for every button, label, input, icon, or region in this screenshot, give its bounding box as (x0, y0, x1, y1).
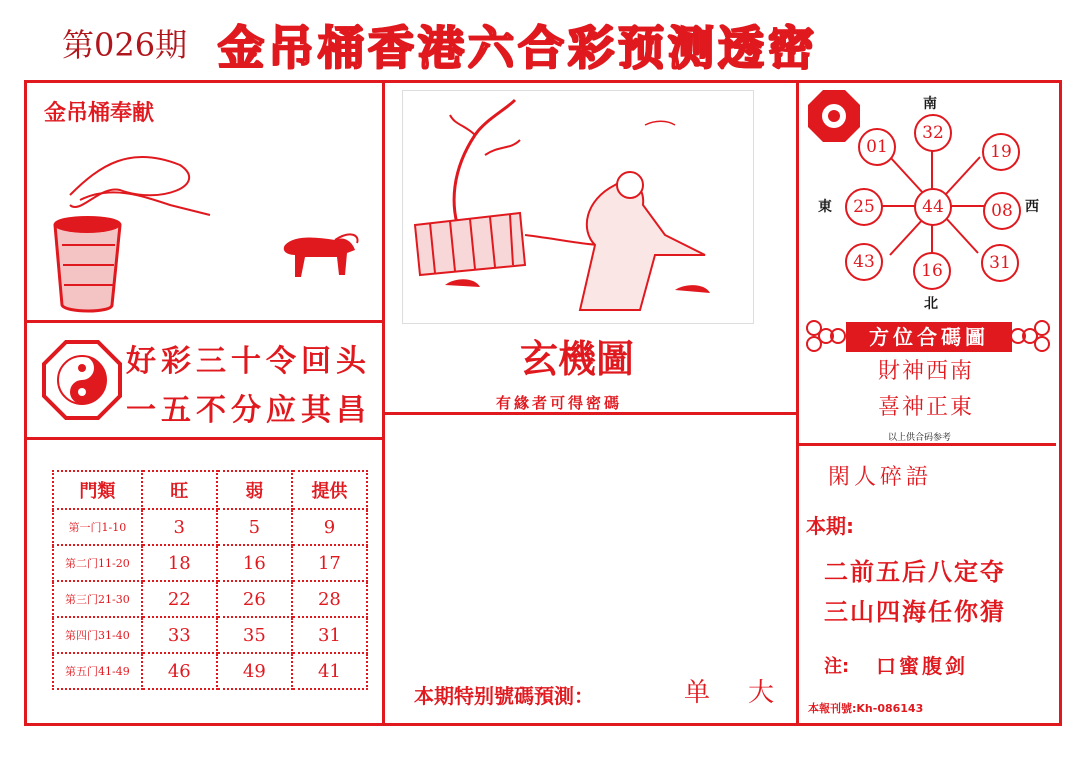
column-header: 旺 (142, 471, 217, 509)
page-title: 金吊桶香港六合彩预测透密 (218, 21, 818, 75)
bucket-illustration (40, 145, 220, 315)
taiji-icon (42, 340, 122, 420)
riddle-title: 閑人碎語 (828, 465, 933, 490)
column-header: 提供 (292, 471, 367, 509)
direction-note: 以上供合码参考 (888, 433, 952, 443)
compass-number: 01 (858, 128, 896, 166)
table-row (53, 617, 367, 653)
issue-number: 第026期 (62, 26, 188, 64)
riddle-note-label: 注: (824, 656, 850, 677)
table-row (53, 509, 367, 545)
table-row (53, 581, 367, 617)
direction-line-1: 財神西南 (878, 359, 975, 384)
table-cell: 31 (292, 617, 367, 653)
table-cell: 28 (292, 581, 367, 617)
column-header: 門類 (53, 471, 142, 509)
table-cell: 16 (217, 545, 292, 581)
cloud-ornament-left (804, 318, 848, 354)
table-cell: 17 (292, 545, 367, 581)
compass-west: 西 (1025, 199, 1039, 215)
compass-number: 25 (845, 188, 883, 226)
divider-right-1 (798, 443, 1056, 446)
riddle-line-1: 二前五后八定夺 (824, 558, 1006, 586)
table-cell: 26 (217, 581, 292, 617)
tribute-title: 金吊桶奉献 (44, 101, 155, 126)
divider-left-1 (24, 320, 384, 323)
row-label: 第四门31-40 (53, 617, 142, 653)
table-cell: 5 (217, 509, 292, 545)
direction-line-2: 喜神正東 (878, 395, 975, 420)
table-cell: 22 (142, 581, 217, 617)
compass-east: 東 (818, 199, 832, 215)
scholar-illustration (405, 95, 750, 320)
divider-left (382, 80, 385, 723)
doors-table (52, 470, 368, 690)
special-number-label: 本期特别號碼預測： (414, 684, 594, 708)
table-cell: 49 (217, 653, 292, 689)
row-label: 第一门1-10 (53, 509, 142, 545)
table-cell: 9 (292, 509, 367, 545)
picture-title: 玄機圖 (520, 336, 635, 381)
special-number-value-2: 大 (748, 678, 775, 708)
riddle-line-2: 三山四海任你猜 (824, 598, 1006, 626)
table-cell: 41 (292, 653, 367, 689)
direction-panel-title: 方位合碼圖 (846, 322, 1012, 352)
row-label: 第五门41-49 (53, 653, 142, 689)
compass-center-number: 44 (914, 188, 952, 226)
table-cell: 33 (142, 617, 217, 653)
riddle-note-value: 口蜜腹剑 (876, 654, 968, 678)
table-cell: 3 (142, 509, 217, 545)
table-cell: 35 (217, 617, 292, 653)
table-row (53, 653, 367, 689)
divider-right (796, 80, 799, 723)
compass-south: 南 (923, 96, 937, 112)
registration-number: 本報刊號:Kh-086143 (808, 702, 924, 715)
compass-number: 19 (982, 133, 1020, 171)
poem-line-2: 一五不分应其昌 (126, 393, 371, 428)
column-header: 弱 (217, 471, 292, 509)
compass-number: 32 (914, 114, 952, 152)
compass-number: 43 (845, 243, 883, 281)
table-header-row (53, 471, 367, 509)
tiger-illustration (275, 225, 365, 285)
cloud-ornament-right (1008, 318, 1052, 354)
compass-north: 北 (924, 296, 938, 312)
compass-number: 08 (983, 192, 1021, 230)
compass-number: 31 (981, 244, 1019, 282)
compass-number: 16 (913, 252, 951, 290)
row-label: 第三门21-30 (53, 581, 142, 617)
special-number-value-1: 单 (684, 678, 711, 708)
divider-left-2 (24, 437, 384, 440)
table-row (53, 545, 367, 581)
picture-caption: 有緣者可得密碼 (496, 394, 623, 412)
table-cell: 46 (142, 653, 217, 689)
table-cell: 18 (142, 545, 217, 581)
row-label: 第二门11-20 (53, 545, 142, 581)
riddle-period-label: 本期: (806, 514, 854, 538)
poem-line-1: 好彩三十令回头 (126, 344, 371, 379)
